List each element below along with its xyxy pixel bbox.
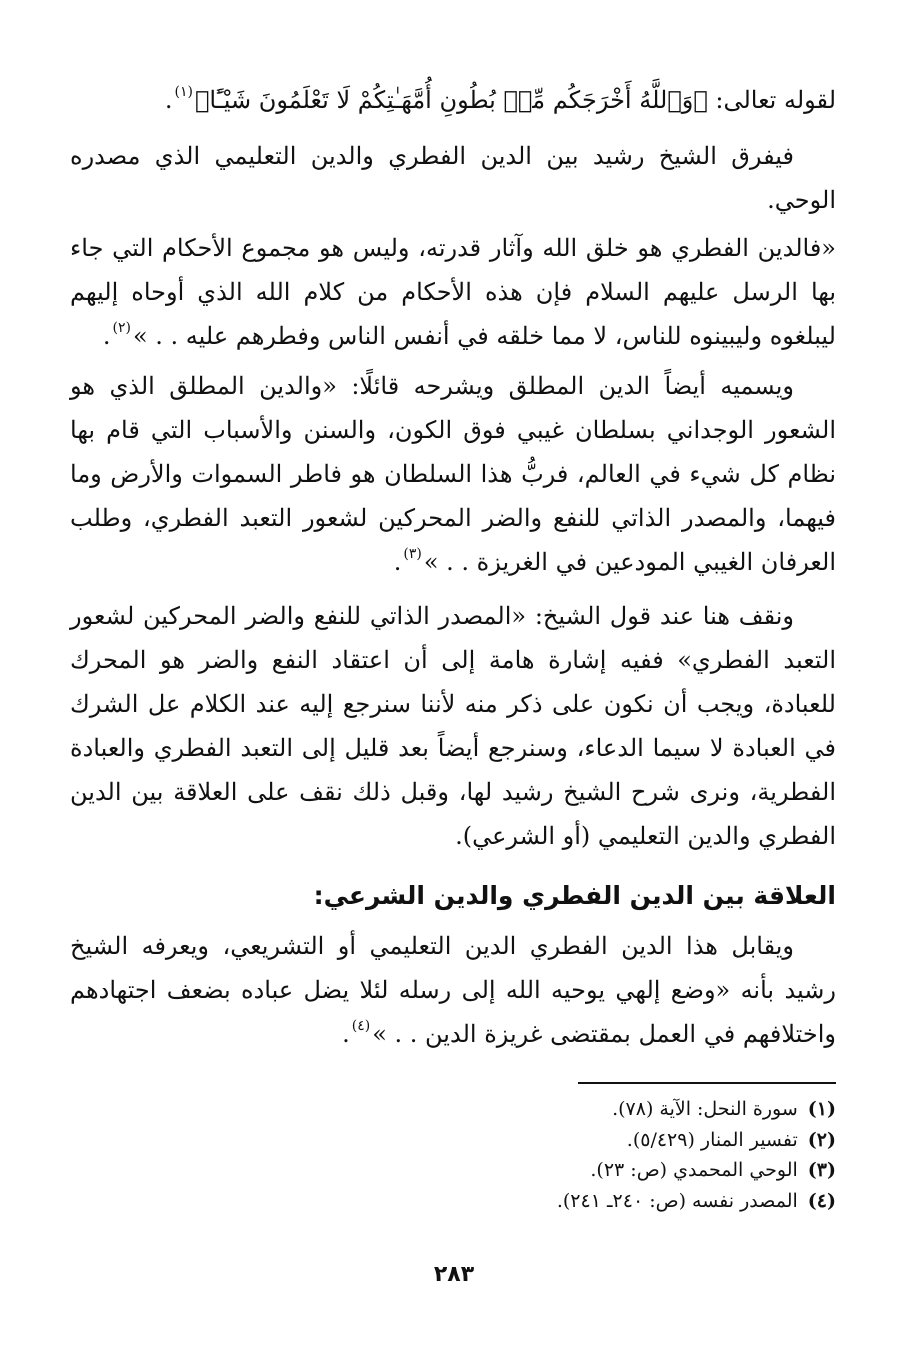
paragraph-text: ويسميه أيضاً الدين المطلق ويشرحه قائلًا: «والدين المطلق الذي هو الشعور الوجداني بسلطان غيبي فوق الكون، والسنن والأسباب التي قام بها نظام كل شيء في العالم، فربُّ هذا السلطان هو فاطر السموات والأرض وما فيهما، والمصدر الذاتي للنفع والضر المحركين لشعور التعبد الفطري، وطلب العرفان الغيبي المودعين في الغريزة . . » (70, 372, 836, 576)
paragraph-end: . (102, 322, 111, 350)
footnote-number: (٣) (807, 1159, 836, 1181)
paragraph-quote-fitri (70, 226, 836, 362)
paragraph-intro (70, 134, 836, 222)
footnote-item (336, 1125, 836, 1156)
footnote-number: (٢) (807, 1128, 836, 1151)
footnote-number: (٤) (807, 1189, 836, 1212)
footnote-text: سورة النحل: الآية (٧٨). (612, 1098, 798, 1120)
footnote-divider (578, 1082, 836, 1084)
paragraph-quran-verse (70, 78, 836, 126)
paragraph-absolute-religion (70, 364, 836, 588)
paragraph-legal-religion (70, 924, 836, 1060)
footnotes-list (336, 1094, 836, 1216)
footnote-ref-3[interactable]: (٣) (403, 546, 422, 562)
footnote-item (336, 1155, 836, 1186)
footnote-number: (١) (807, 1098, 836, 1120)
page-number: ٢٨٣ (433, 1262, 475, 1287)
section-heading: العلاقة بين الدين الفطري والدين الشرعي: (313, 881, 836, 910)
paragraph-text: لقوله تعالى: ﴿وَٱللَّهُ أَخْرَجَكُم مِّنۢ بُطُونِ أُمَّهَـٰتِكُمْ لَا تَعْلَمُونَ شَيْـًٔا﴾ (194, 86, 836, 114)
paragraph-text: ويقابل هذا الدين الفطري الدين التعليمي أو التشريعي، ويعرفه الشيخ رشيد بأنه «وضع إلهي يوحيه الله إلى رسله لئلا يضل عباده بضعف اجتهادهم واختلافهم في العمل بمقتضى غريزة الدين . . » (70, 932, 836, 1048)
footnote-ref-2[interactable]: (٢) (112, 320, 131, 336)
paragraph-end: . (393, 548, 402, 576)
footnote-text: تفسير المنار (٥/٤٢٩). (626, 1128, 798, 1151)
paragraph-text: «فالدين الفطري هو خلق الله وآثار قدرته، وليس هو مجموع الأحكام التي جاء بها الرسل عليهم السلام فإن هذه الأحكام من كلام الله الذي أوحاه إليهم ليبلغوه وليبينوه للناس، لا مما خلقه في أنفس الناس وفطرهم عليه . . » (70, 234, 836, 350)
paragraph-end: . (342, 1020, 350, 1048)
footnote-item (336, 1094, 836, 1125)
paragraph-commentary (70, 594, 836, 858)
footnote-text: المصدر نفسه (ص: ٢٤٠ـ ٢٤١). (556, 1189, 798, 1212)
paragraph-end: . (164, 86, 173, 114)
footnote-text: الوحي المحمدي (ص: ٢٣). (590, 1159, 798, 1181)
footnote-ref-4[interactable]: (٤) (351, 1018, 371, 1034)
paragraph-text: فيفرق الشيخ رشيد بين الدين الفطري والدين التعليمي الذي مصدره الوحي. (70, 142, 836, 214)
paragraph-text: ونقف هنا عند قول الشيخ: «المصدر الذاتي للنفع والضر المحركين لشعور التعبد الفطري» ففيه إشارة هامة إلى أن اعتقاد النفع والضر هو المحرك للعبادة، ويجب أن نكون على ذكر منه لأننا سنرجع إليه عند الكلام عل الشرك في العبادة لا سيما الدعاء، وسنرجع أيضاً بعد قليل إلى التعبد الفطري والعبادة الفطرية، ونرى شرح الشيخ رشيد لها، وقبل ذلك نقف على العلاقة بين الدين الفطري والدين التعليمي (أو الشرعي). (70, 602, 836, 850)
footnote-ref-1[interactable]: (١) (174, 84, 193, 100)
footnote-item (336, 1186, 836, 1217)
